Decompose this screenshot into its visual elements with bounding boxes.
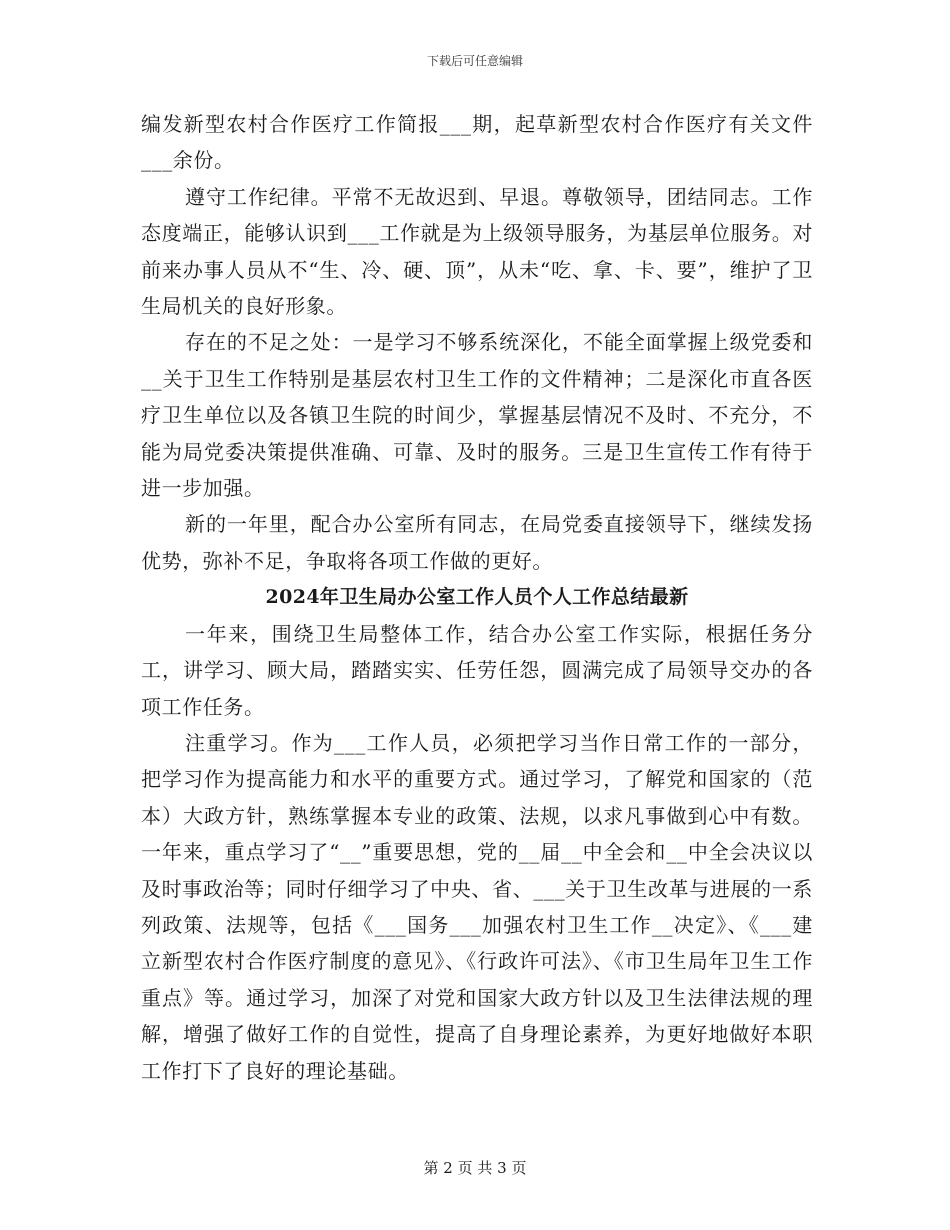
page-number: 第 2 页 共 3 页 bbox=[423, 1159, 527, 1177]
paragraph-briefing-count: 编发新型农村合作医疗工作简报___期，起草新型农村合作医疗有关文件___余份。 bbox=[141, 112, 813, 173]
section-title: 2024年卫生局办公室工作人员个人工作总结最新 bbox=[265, 586, 689, 609]
paragraph-focus-on-study: 注重学习。作为___工作人员，必须把学习当作日常工作的一部分，把学习作为提高能力和水平的重要方式。通过学习，了解党和国家的（范本）大政方针，熟练掌握本专业的政策、法规，以求凡事做到心中有数。一年来，重点学习了“__”重要思想，党的__届__中全会和__中全会决议以及时事政治等；同时仔细学习了中央、省、___关于卫生改革与进展的一系列政策、法规等，包括《___国务___加强农村卫生工作__决定》、《___建立新型农村合作医疗制度的意见》、《行政许可法》、《市卫生局年卫生工作重点》等。通过学习，加深了对党和国家大政方针以及卫生法律法规的理解，增强了做好工作的自觉性，提高了自身理论素养，为更好地做好本职工作打下了良好的理论基础。 bbox=[141, 730, 813, 1083]
paragraph-year-overview: 一年来，围绕卫生局整体工作，结合办公室工作实际，根据任务分工，讲学习、顾大局，踏踏实实、任劳任怨，圆满完成了局领导交办的各项工作任务。 bbox=[141, 621, 813, 719]
document-body bbox=[141, 106, 813, 1089]
paragraph-work-discipline: 遵守工作纪律。平常不无故迟到、早退。尊敬领导，团结同志。工作态度端正，能够认识到___工作就是为上级领导服务，为基层单位服务。对前来办事人员从不“生、冷、硬、顶”，从未“吃、拿、卡、要”，维护了卫生局机关的良好形象。 bbox=[141, 184, 813, 319]
paragraph-shortcomings: 存在的不足之处：一是学习不够系统深化，不能全面掌握上级党委和__关于卫生工作特别是基层农村卫生工作的文件精神；二是深化市直各医疗卫生单位以及各镇卫生院的时间少，掌握基层情况不及时、不充分，不能为局党委决策提供准确、可靠、及时的服务。三是卫生宣传工作有待于进一步加强。 bbox=[141, 330, 813, 501]
paragraph-new-year-plan: 新的一年里，配合办公室所有同志，在局党委直接领导下，继续发扬优势，弥补不足，争取将各项工作做的更好。 bbox=[141, 512, 813, 573]
header-note: 下载后可任意编辑 bbox=[426, 54, 523, 68]
